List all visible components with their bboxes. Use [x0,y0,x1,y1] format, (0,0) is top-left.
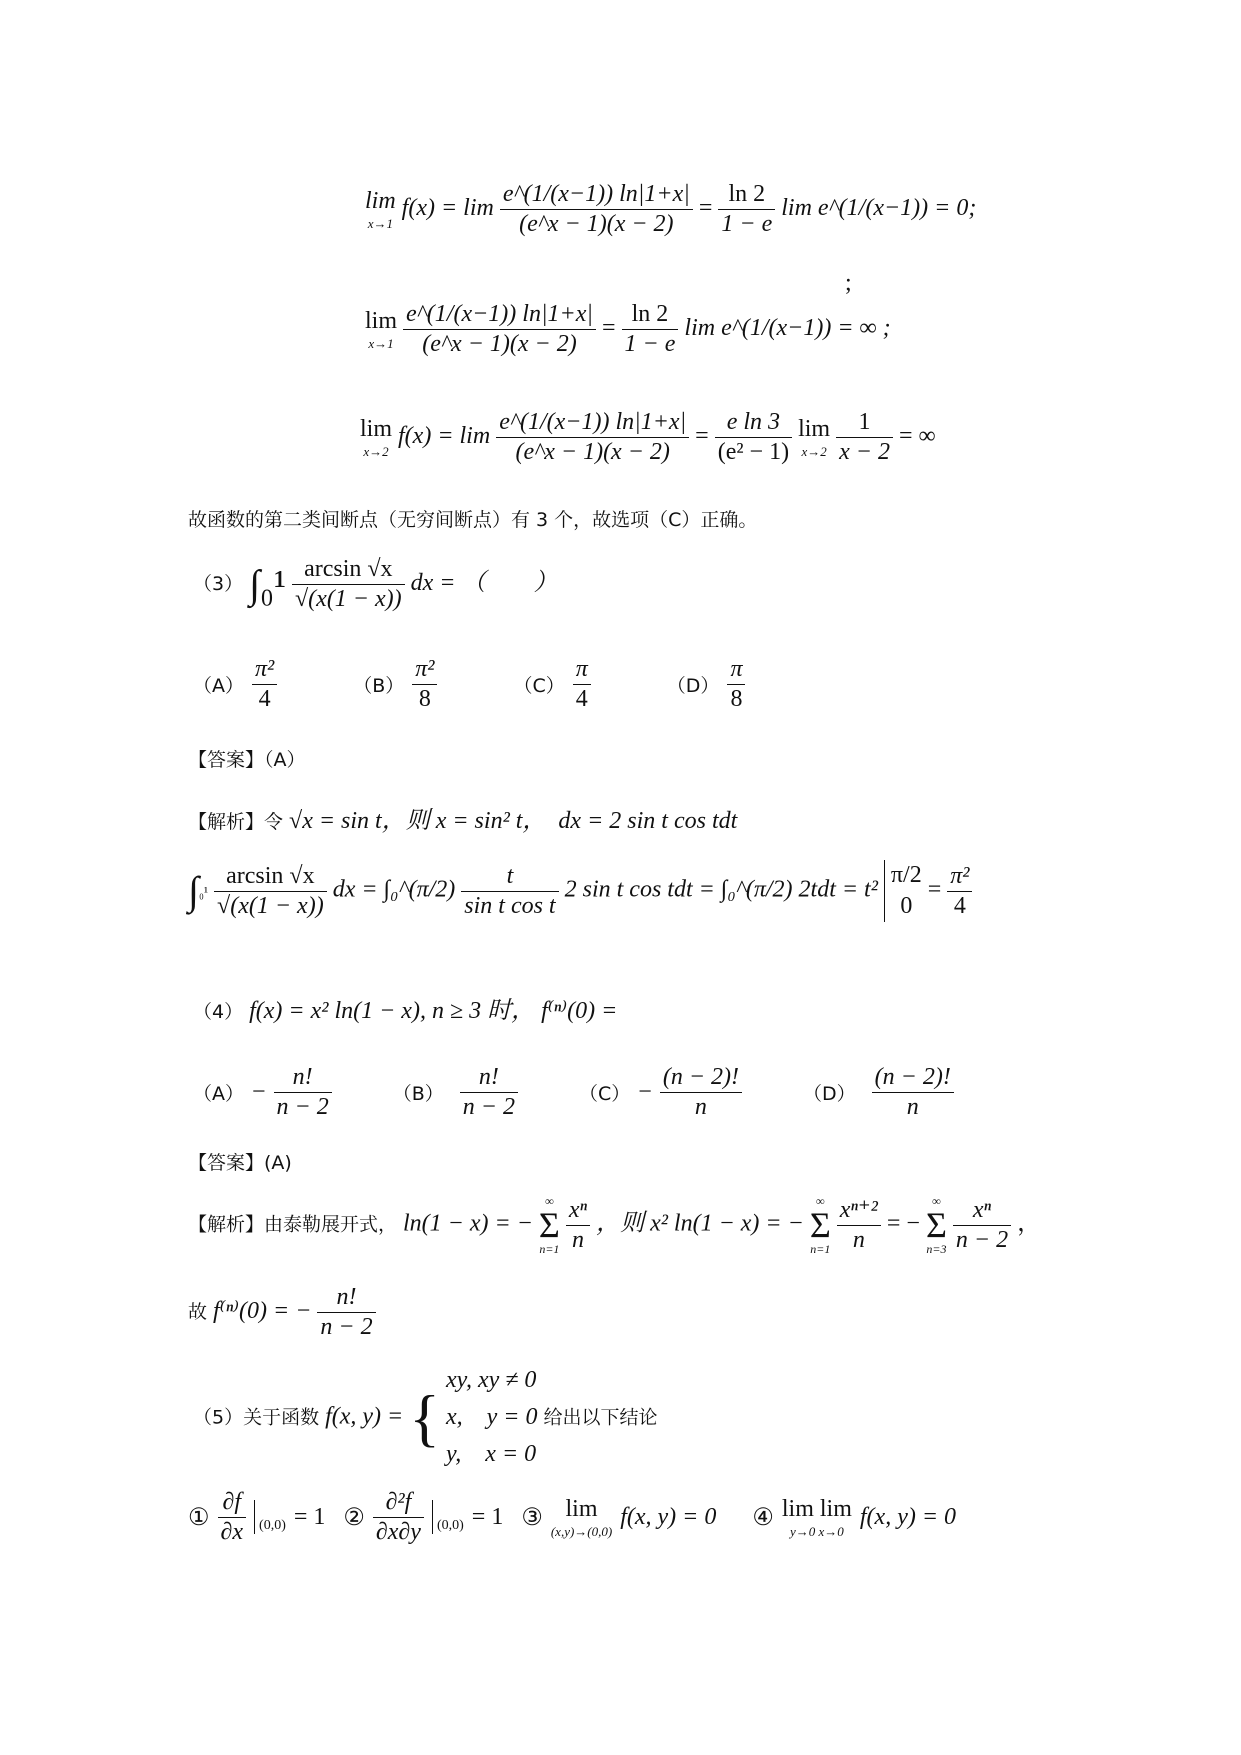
option-d[interactable]: （D） $\frac{(n - 2)!}{n}$ [803,1063,954,1122]
analysis-q4: 【解析】由泰勒展开式， ln(1 − x) = − ∞ Σ n=1 $\frac{\text{xⁿ}}{n}$ ，则 x² ln(1 − x) = − ∞ Σ n=1 $\frac{\text{xⁿ⁺²}}{n}$ = − ∞ Σ n=3 $\frac{\text{xⁿ}}{n - 2}$ ， [188,1194,1042,1256]
statement-3: ③ lim (x,y)→(0,0) f(x, y) = 0 [521,1495,717,1539]
statement-1: ① $\frac{\partial f}{\partial x}$ (0,0) = 1 [188,1489,326,1545]
fraction: $\frac{\text{e ln 3}}{\text{(e² − 1)}}$ [715,408,792,467]
fraction: $\frac{\ln 2}{1 - e}$ [622,300,679,359]
option-c[interactable]: （C） $\frac{\pi}{4}$ [513,655,590,714]
statement-4: ④ lim lim y→0 x→0 f(x, y) = 0 [752,1495,957,1539]
fraction: $\frac{\arcsin √x}{√(x(1 - x))}$ [292,555,405,614]
fraction: $\frac{\ln 2}{1 - e}$ [718,180,775,239]
left-brace: { [409,1381,440,1453]
piecewise-cases: xy, xy ≠ 0 x, y = 0 y, x = 0 [445,1367,538,1468]
option-a[interactable]: （A） $\frac{\text{π²}}{4}$ [193,655,277,714]
evaluation-bar: π/2 0 [884,860,922,922]
sum-symbol: ∞ Σ n=3 [925,1194,947,1256]
question-3: （3） ∫₀¹ $\frac{\arcsin √x}{√(x(1 - x))}$ dx = （ ） [193,556,558,612]
sum-symbol: ∞ Σ n=1 [809,1194,831,1256]
question-5-statements [188,1488,956,1547]
question-5: （5）关于函数 f(x, y) = { xy, xy ≠ 0 x, y = 0 y, x = 0 给出以下结论 [193,1362,657,1474]
equation-3: lim x→2 f(x) = lim $\frac{e\^{}(1/(x-1)) \ln|1+x|}{(e\^{}x - 1)(x - 2)}$ = $\frac{\text{e ln 3}}{\text{(e² − 1)}}$ lim x→2 $\frac{1}{x - 2}$ = ∞ [360,409,936,465]
fraction: $\frac{\arcsin √x}{√(x(1 - x))}$ [214,862,327,921]
option-c[interactable]: （C） − $\frac{(n - 2)!}{n}$ [579,1063,742,1122]
semicolon: ; [845,270,852,296]
option-a[interactable]: （A） − $\frac{n!}{n - 2}$ [193,1063,332,1122]
equation-2: lim x→1 $\frac{e\^{}(1/(x-1)) \ln|1+x|}{(e\^{}x - 1)(x - 2)}$ = $\frac{\ln 2}{1 - e}$ lim e^(1/(x−1)) = ∞ ; [365,301,891,357]
limit-x-to-1: lim x→1 [365,187,396,231]
option-b[interactable]: （B） $\frac{\text{π²}}{8}$ [353,655,437,714]
conclusion-text: 故函数的第二类间断点（无穷间断点）有 3 个，故选项（C）正确。 [188,509,758,531]
answer-q3: 【答案】（A） [188,749,306,771]
fraction: $\frac{1}{x - 2}$ [836,408,893,467]
equation-1: lim x→1 f(x) = lim $\frac{e\^{}(1/(x-1)) \ln|1+x|}{(e\^{}x - 1)(x - 2)}$ = $\frac{\ln 2}{1 - e}$ lim e^(1/(x−1)) = 0; [365,181,977,237]
limit-x-to-1: lim x→1 [365,307,398,351]
fraction: $\frac{e\^{}(1/(x-1)) \ln|1+x|}{(e\^{}x - 1)(x - 2)}$ [500,180,693,239]
option-b[interactable]: （B） $\frac{n!}{n - 2}$ [393,1063,518,1122]
question-4-options [193,1063,954,1122]
fraction: $\frac{\text{π²}}{4}$ [947,862,972,921]
fraction: $\frac{e\^{}(1/(x-1)) \ln|1+x|}{(e\^{}x - 1)(x - 2)}$ [496,408,689,467]
question-3-options [193,655,745,714]
conclusion-q4: 故 f⁽ⁿ⁾(0) = − $\frac{n!}{n - 2}$ [188,1283,376,1342]
derivation-q3: ∫₀¹ $\frac{\arcsin √x}{√(x(1 - x))}$ dx = ∫₀^(π/2) $\frac{t}{\text{sin t cos t}}$ 2 sin t cos tdt = ∫₀^(π/2) 2tdt = t² π/2 0 = $\frac{\text{π²}}{4}$ [188,860,972,922]
sum-symbol: ∞ Σ n=1 [538,1194,560,1256]
fraction: $\frac{t}{\text{sin t cos t}}$ [461,862,558,921]
analysis-q3: 【解析】令 √x = sin t，则 x = sin² t， dx = 2 sin t cos tdt [188,808,738,834]
option-d[interactable]: （D） $\frac{\pi}{8}$ [667,655,746,714]
statement-2: ② $\frac{\text{∂²f}}{\partial x\partial y}$ (0,0) = 1 [343,1489,504,1545]
limit-x-to-2: lim x→2 [360,415,393,459]
question-4: （4） f(x) = x² ln(1 − x), n ≥ 3 时， f⁽ⁿ⁾(0) = [193,998,618,1024]
fraction: $\frac{e\^{}(1/(x-1)) \ln|1+x|}{(e\^{}x - 1)(x - 2)}$ [403,300,596,359]
answer-q4: 【答案】(A) [188,1152,292,1174]
